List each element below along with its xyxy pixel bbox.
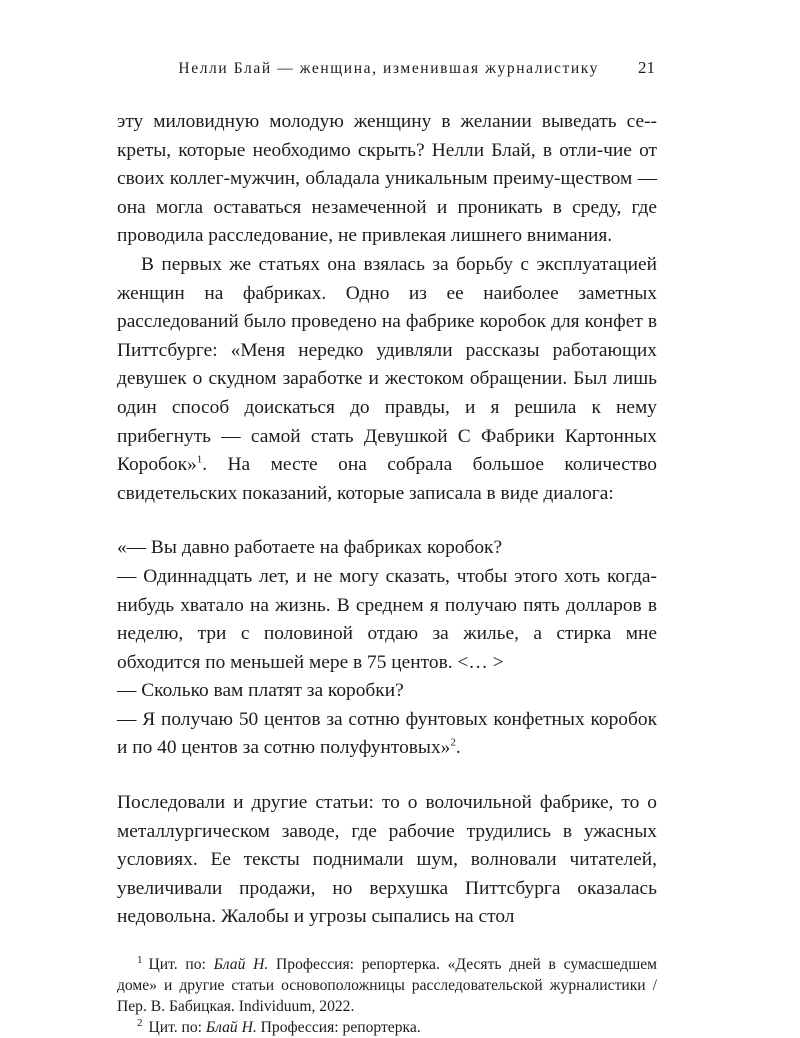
dialogue-quote <box>117 534 657 763</box>
footnote-text: Профессия: репортерка. «Десять дней в сумасшедшем доме» и другие статьи основоположницы расследовательской журналистики / Пер. В. Бабицкая. Individuum, 2022. <box>117 956 658 1016</box>
footnote-author: Блай Н. <box>213 956 269 974</box>
dialogue-line: — Одиннадцать лет, и не могу сказать, чтобы этого хоть когда-нибудь хватало на жизнь. В среднем я получаю пять долларов в неделю, три с половиной отдаю за жилье, а стирка мне обходится по меньшей мере в 75 центов. <… > <box>117 565 657 673</box>
footnote-ref-1: 1 <box>196 453 203 466</box>
running-title: Нелли Блай — женщина, изменившая журналистику <box>178 60 599 77</box>
book-page <box>117 56 657 1038</box>
dialogue-line: «— Вы давно работаете на фабриках коробок? <box>117 537 503 559</box>
dialogue-text-tail: . <box>455 737 461 759</box>
dialogue-text: — Я получаю 50 центов за сотню фунтовых конфетных коробок и по 40 центов за сотню полуфунтовых» <box>117 708 657 759</box>
paragraph-other-articles: Последовали и другие статьи: то о волочильной фабрике, то о металлургическом заводе, где рабочие трудились в ужасных условиях. Ее тексты поднимали шум, волновали читателей, увеличивали продажи, но верхушка Питтсбурга оказалась недовольна. Жалобы и угрозы сыпались на стол <box>117 792 657 928</box>
page-number: 21 <box>638 58 655 77</box>
paragraph-text: В первых же статьях она взялась за борьбу с эксплуатацией женщин на фабриках. Одно из ее наиболее заметных расследований было проведено на фабрике коробок для конфет в Питтсбурге: «Меня нередко удивляли рассказы работающих девушек о скудном заработке и жестоком обращении. Был лишь один способ доискаться до правды, и я решила к нему прибегнуть — самой стать Девушкой С Фабрики Картонных Коробок» <box>117 253 657 476</box>
footnote-text: Профессия: репортерка. <box>256 1019 421 1037</box>
footnote-1 <box>117 954 657 1017</box>
footnote-number: 1 <box>137 953 143 966</box>
footnote-prefix: Цит. по: <box>148 1019 206 1037</box>
running-head <box>117 56 657 84</box>
footnote-author: Блай Н. <box>205 1019 257 1037</box>
footnote-number: 2 <box>137 1016 143 1029</box>
footnote-prefix: Цит. по: <box>148 956 214 974</box>
footnote-2 <box>117 1017 657 1038</box>
body-text <box>117 108 657 932</box>
paragraph-continuation: эту миловидную молодую женщину в желании выведать се-креты, которые необходимо скрыть? Нелли Блай, в отли-чие от своих коллег-мужчин, обладала уникальным преиму-ществом — она могла оставаться незамеченной и проникать в среду, где проводила расследование, не привлекая лишнего внимания. <box>117 111 657 247</box>
dialogue-line: — Сколько вам платят за коробки? <box>117 680 404 702</box>
footnote-ref-2: 2 <box>450 737 456 749</box>
paragraph-factory-investigation <box>117 251 657 508</box>
dialogue-line <box>117 706 657 763</box>
paragraph-text-tail: . На месте она собрала большое количество свидетельских показаний, которые записала в виде диалога: <box>117 454 657 504</box>
footnotes <box>117 954 657 1038</box>
